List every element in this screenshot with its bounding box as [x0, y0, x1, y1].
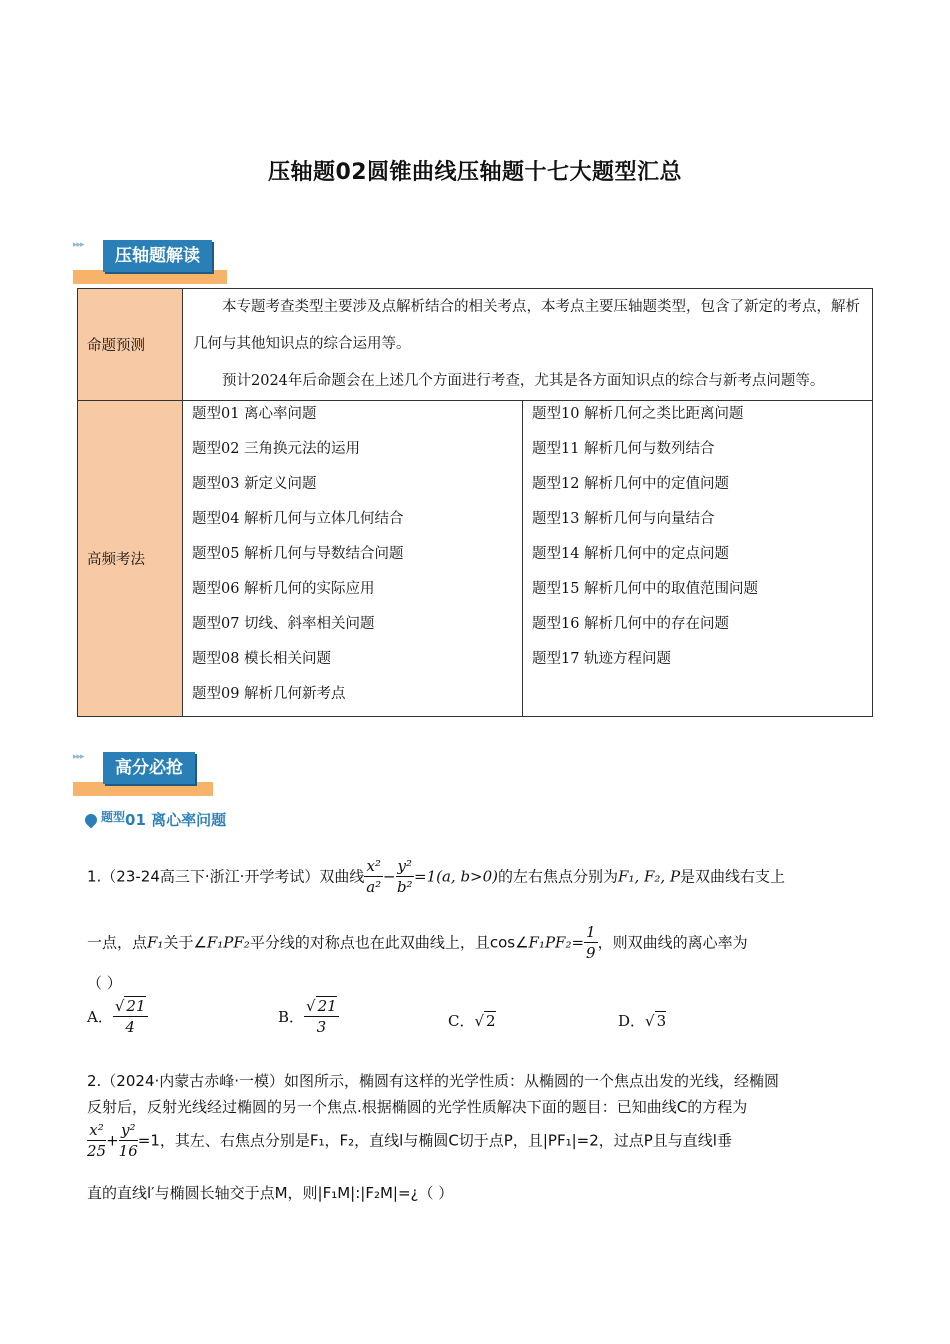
overview-table: [77, 288, 873, 717]
row-label-frequent: 高频考法: [78, 401, 183, 717]
list-item: 题型03 新定义问题: [192, 476, 317, 492]
fraction: $\frac{√ 21}{4}$: [114, 997, 146, 1036]
question-2-line-1: 2.（2024·内蒙古赤峰·一模）如图所示，椭圆有这样的光学性质：从椭圆的一个焦点出发的光线，经椭圆: [87, 1072, 780, 1090]
location-pin-icon: [83, 812, 100, 829]
list-item: 题型02 三角换元法的运用: [192, 441, 361, 457]
table-row: [78, 289, 873, 401]
option-b[interactable]: B． $\frac{√ 21}{3}$: [278, 997, 337, 1036]
list-item: 题型06 解析几何的实际应用: [192, 581, 375, 597]
list-item: 题型04 解析几何与立体几何结合: [192, 511, 404, 527]
fraction: $\frac{√ 21}{3}$: [306, 997, 337, 1036]
fraction: $\frac{\text{y²}}{\text{b²}}$: [396, 857, 413, 896]
arrow-decoration-icon: ▸▸▸: [73, 752, 84, 762]
option-d[interactable]: D．√ 3: [618, 1012, 667, 1030]
list-item: 题型01 离心率问题: [192, 406, 317, 422]
type-list-right: [523, 401, 872, 681]
fraction: $\frac{\text{y²}}{16}$: [118, 1121, 138, 1160]
list-item: 题型05 解析几何与导数结合问题: [192, 546, 404, 562]
fraction: $\frac{\text{x²}}{25}$: [87, 1121, 107, 1160]
option-a[interactable]: A． $\frac{√ 21}{4}$: [87, 997, 146, 1036]
prediction-paragraph-2: 预计2024年后命题会在上述几个方面进行考查，尤其是各方面知识点的综合与新考点问题等。: [222, 373, 825, 389]
list-item: 题型09 解析几何新考点: [192, 686, 346, 702]
question-2-line-3: $\frac{\text{x²}}{25}$ + $\frac{\text{y²}}{16}$ =1，其左、右焦点分别是F₁，F₂，直线l与椭圆C切于点P，且|PF₁|=2，过点P且与直线l垂: [87, 1121, 732, 1160]
page-title: 压轴题02圆锥曲线压轴题十七大题型汇总: [267, 160, 683, 185]
fraction: $\frac{\text{x²}}{\text{a²}}$: [366, 857, 382, 896]
prediction-paragraph-1: 本专题考查类型主要涉及点解析结合的相关考点，本考点主要压轴题类型，包含了新定的考点，解析几何与其他知识点的综合运用等。: [193, 299, 860, 352]
question-2-line-4: 直的直线l′与椭圆长轴交于点M，则|F₁M|:|F₂M|=¿（ ）: [87, 1184, 454, 1202]
question-2-line-2: 反射后，反射光线经过椭圆的另一个焦点.根据椭圆的光学性质解决下面的题目：已知曲线C的方程为: [87, 1098, 748, 1116]
section-banner-analysis: [73, 240, 233, 286]
list-item: 题型12 解析几何中的定值问题: [532, 476, 730, 492]
list-item: 题型08 模长相关问题: [192, 651, 332, 667]
banner-label: 压轴题解读: [103, 240, 212, 272]
banner-label: 高分必抢: [103, 752, 195, 784]
list-item: 题型11 解析几何与数列结合: [532, 441, 715, 457]
list-item: 题型10 解析几何之类比距离问题: [532, 406, 744, 422]
list-item: 题型16 解析几何中的存在问题: [532, 616, 730, 632]
arrow-decoration-icon: ▸▸▸: [73, 240, 84, 250]
list-item: 题型07 切线、斜率相关问题: [192, 616, 375, 632]
list-item: 题型13 解析几何与向量结合: [532, 511, 715, 527]
section-heading: $^{题型}$01 离心率问题: [85, 808, 226, 830]
question-1-paren: （ ）: [87, 974, 122, 992]
question-1-line-1: 1.（23-24高三下·浙江·开学考试）双曲线 $\frac{\text{x²}}{\text{a²}}$ − $\frac{\text{y²}}{\text{b²}}$ =1(a, b>0)的左右焦点分别为F₁, F₂, P是双曲线右支上: [87, 857, 786, 896]
option-c[interactable]: C．√ 2: [448, 1012, 496, 1030]
fraction: $\frac{1}{9}$: [586, 923, 596, 962]
section-banner-score: [73, 752, 223, 798]
list-item: 题型15 解析几何中的取值范围问题: [532, 581, 759, 597]
list-item: 题型17 轨迹方程问题: [532, 651, 672, 667]
table-row: [78, 401, 873, 717]
question-1-line-2: 一点，点F₁关于∠F₁PF₂平分线的对称点也在此双曲线上，且cos∠F₁PF₂= $\frac{1}{9}$ ，则双曲线的离心率为: [87, 923, 748, 962]
type-list-left: [183, 401, 522, 716]
list-item: 题型14 解析几何中的定点问题: [532, 546, 730, 562]
row-label-prediction: 命题预测: [78, 289, 183, 401]
